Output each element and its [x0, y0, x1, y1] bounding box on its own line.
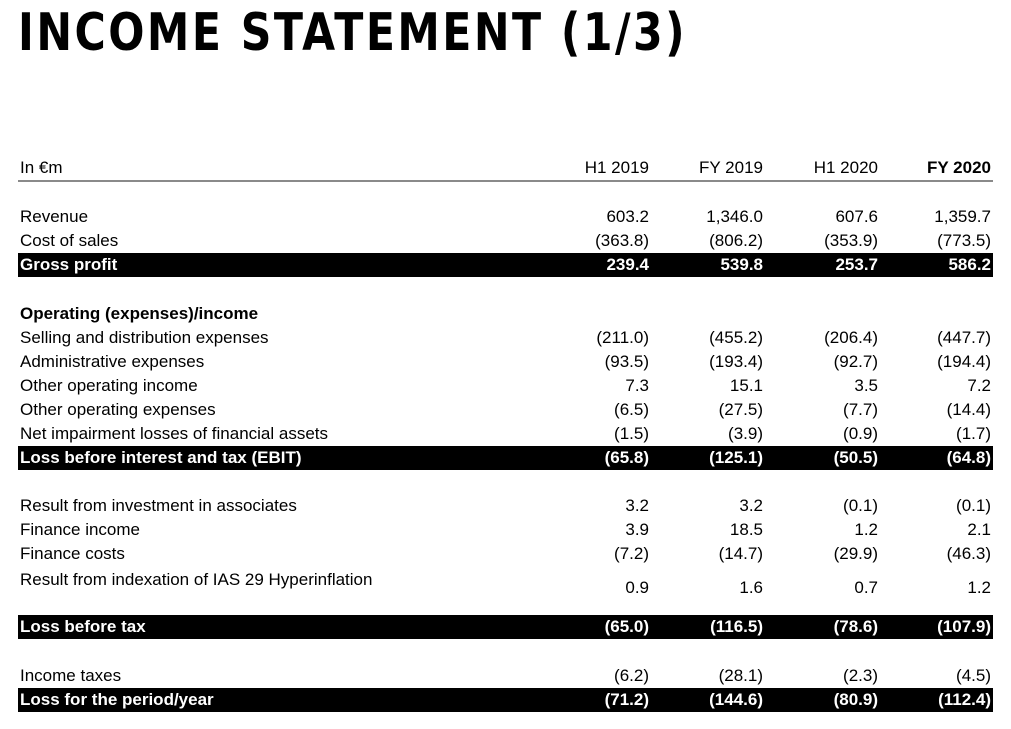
row-label: Revenue	[20, 207, 89, 226]
table-row-ebit	[18, 446, 993, 470]
column-header-fy-2020: FY 2020	[927, 158, 991, 177]
page-title: INCOME STATEMENT (1/3)	[18, 3, 688, 63]
cell-fy-2019: (28.1)	[718, 666, 763, 685]
cell-fy-2020: (447.7)	[937, 328, 991, 347]
table-row-other-operating-income	[18, 374, 993, 398]
cell-h1-2020: (50.5)	[833, 448, 878, 467]
cell-fy-2019: 539.8	[720, 255, 763, 274]
cell-h1-2019: (1.5)	[614, 424, 649, 443]
cell-fy-2019: (3.9)	[728, 424, 763, 443]
cell-fy-2020: (107.9)	[937, 617, 991, 636]
row-label: Finance income	[20, 520, 141, 539]
cell-fy-2019: (125.1)	[709, 448, 763, 467]
unit-label: In €m	[20, 158, 63, 177]
table-row-finance-costs	[18, 542, 993, 566]
cell-fy-2020: (14.4)	[946, 400, 991, 419]
row-label: Other operating expenses	[20, 400, 216, 419]
cell-fy-2019: 1.6	[739, 578, 763, 597]
table-row-other-operating-expenses	[18, 398, 993, 422]
cell-h1-2019: 3.9	[625, 520, 649, 539]
cell-h1-2020: 607.6	[835, 207, 878, 226]
cell-fy-2019: (193.4)	[709, 352, 763, 371]
table-row-income-taxes	[18, 664, 993, 688]
cell-fy-2019: (14.7)	[718, 544, 763, 563]
cell-h1-2019: 239.4	[606, 255, 649, 274]
cell-h1-2020: (2.3)	[843, 666, 878, 685]
cell-fy-2020: 1.2	[967, 578, 991, 597]
table-row-administrative	[18, 350, 993, 374]
cell-h1-2019: (65.8)	[604, 448, 649, 467]
cell-fy-2020: (194.4)	[937, 352, 991, 371]
cell-h1-2020: 0.7	[854, 578, 878, 597]
row-label: Gross profit	[20, 255, 118, 274]
cell-fy-2019: 15.1	[729, 376, 763, 395]
cell-h1-2020: (0.9)	[843, 424, 878, 443]
cell-h1-2019: (93.5)	[604, 352, 649, 371]
header-divider	[18, 180, 993, 182]
cell-h1-2020: (206.4)	[824, 328, 878, 347]
cell-fy-2019: 3.2	[739, 496, 763, 515]
row-label: Net impairment losses of financial assets	[20, 424, 329, 443]
row-label: Finance costs	[20, 544, 125, 563]
cell-fy-2020: 1,359.7	[934, 207, 991, 226]
table-row-finance-income	[18, 518, 993, 542]
table-row-loss-for-period	[18, 688, 993, 712]
cell-h1-2020: 253.7	[835, 255, 878, 274]
cell-fy-2020: (0.1)	[956, 496, 991, 515]
row-label: Cost of sales	[20, 231, 119, 250]
table-row-net-impairment	[18, 422, 993, 446]
row-label: Administrative expenses	[20, 352, 205, 371]
cell-h1-2020: (80.9)	[833, 690, 878, 709]
section-heading-operating	[18, 302, 993, 326]
cell-h1-2019: (363.8)	[595, 231, 649, 250]
cell-h1-2020: (78.6)	[833, 617, 878, 636]
cell-fy-2019: (455.2)	[709, 328, 763, 347]
column-header-h1-2019: H1 2019	[584, 158, 649, 177]
cell-fy-2019: 18.5	[729, 520, 763, 539]
column-header-h1-2020: H1 2020	[813, 158, 878, 177]
cell-fy-2020: 586.2	[948, 255, 991, 274]
table-row-cost-of-sales	[18, 229, 993, 253]
cell-fy-2019: (27.5)	[718, 400, 763, 419]
cell-h1-2020: 3.5	[854, 376, 878, 395]
cell-h1-2019: 0.9	[625, 578, 649, 597]
table-row-loss-before-tax	[18, 615, 993, 639]
row-label: Loss for the period/year	[20, 690, 214, 709]
cell-h1-2019: 3.2	[625, 496, 649, 515]
cell-fy-2020: (46.3)	[946, 544, 991, 563]
cell-h1-2019: 7.3	[625, 376, 649, 395]
row-label: Income taxes	[20, 666, 122, 685]
table-row-investment-associates	[18, 494, 993, 518]
column-header-fy-2019: FY 2019	[699, 158, 763, 177]
cell-fy-2020: 2.1	[967, 520, 991, 539]
table-row-selling-distribution	[18, 326, 993, 350]
cell-h1-2020: (7.7)	[843, 400, 878, 419]
cell-fy-2019: (806.2)	[709, 231, 763, 250]
cell-h1-2020: (353.9)	[824, 231, 878, 250]
row-label: Other operating income	[20, 376, 198, 395]
row-label: Loss before tax	[20, 617, 146, 636]
cell-fy-2019: 1,346.0	[706, 207, 763, 226]
row-label: Result from investment in associates	[20, 496, 297, 515]
cell-h1-2019: (6.5)	[614, 400, 649, 419]
cell-fy-2020: (773.5)	[937, 231, 991, 250]
cell-h1-2020: 1.2	[854, 520, 878, 539]
table-row-gross-profit	[18, 253, 993, 277]
cell-fy-2020: (112.4)	[938, 690, 991, 709]
section-label: Operating (expenses)/income	[20, 304, 259, 323]
cell-fy-2020: (64.8)	[946, 448, 991, 467]
row-label: Result from indexation of IAS 29 Hyperinflation	[20, 570, 373, 589]
cell-h1-2019: (6.2)	[614, 666, 649, 685]
cell-fy-2020: (1.7)	[956, 424, 991, 443]
cell-fy-2020: (4.5)	[956, 666, 991, 685]
cell-h1-2019: (65.0)	[604, 617, 649, 636]
table-row-ias29-hyperinflation	[18, 568, 993, 597]
cell-h1-2019: (7.2)	[614, 544, 649, 563]
cell-h1-2019: (211.0)	[596, 328, 649, 347]
row-label: Loss before interest and tax (EBIT)	[20, 448, 302, 467]
cell-h1-2020: (29.9)	[833, 544, 878, 563]
cell-fy-2019: (116.5)	[710, 617, 763, 636]
table-row-revenue	[18, 205, 993, 229]
row-label: Selling and distribution expenses	[20, 328, 269, 347]
cell-fy-2019: (144.6)	[709, 690, 763, 709]
cell-fy-2020: 7.2	[967, 376, 991, 395]
cell-h1-2019: 603.2	[606, 207, 649, 226]
cell-h1-2020: (92.7)	[833, 352, 878, 371]
cell-h1-2019: (71.2)	[604, 690, 649, 709]
cell-h1-2020: (0.1)	[843, 496, 878, 515]
